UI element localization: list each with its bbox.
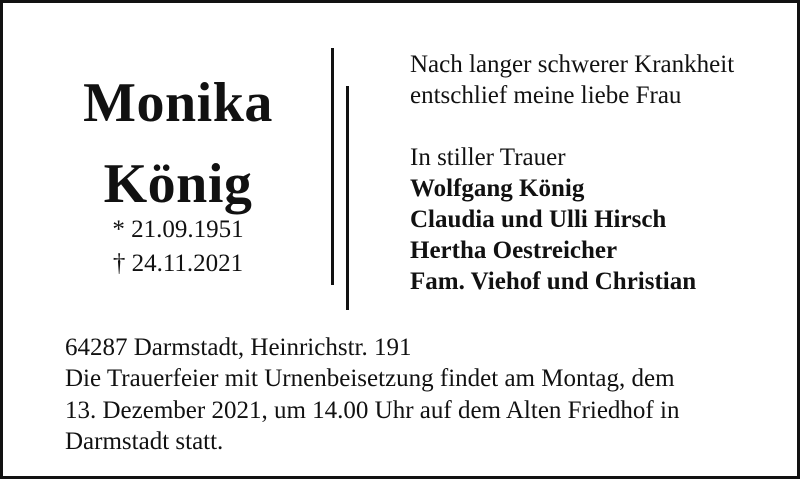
divider-line-right	[346, 86, 349, 310]
birth-date: * 21.09.1951	[112, 216, 244, 243]
mourner-name: Claudia und Ulli Hirsch	[410, 206, 667, 233]
announcement-line: Nach langer schwerer Krankheit	[410, 51, 735, 78]
ceremony-text-line: Darmstadt statt.	[65, 428, 224, 455]
deceased-last-name: König	[103, 153, 253, 215]
divider-line-left	[331, 48, 334, 285]
address-line: 64287 Darmstadt, Heinrichstr. 191	[65, 334, 412, 361]
mourner-name: Fam. Viehof und Christian	[410, 268, 697, 295]
deceased-first-name: Monika	[83, 72, 273, 134]
death-date: † 24.11.2021	[112, 250, 244, 277]
ceremony-text-line: 13. Dezember 2021, um 14.00 Uhr auf dem Alten Friedhof in	[65, 397, 680, 424]
announcement-line: entschlief meine liebe Frau	[410, 82, 682, 109]
mourning-intro: In stiller Trauer	[410, 144, 566, 171]
mourner-name: Wolfgang König	[410, 175, 585, 202]
ceremony-text-line: Die Trauerfeier mit Urnenbeisetzung findet am Montag, dem	[65, 365, 675, 392]
mourner-name: Hertha Oestreicher	[410, 237, 618, 264]
